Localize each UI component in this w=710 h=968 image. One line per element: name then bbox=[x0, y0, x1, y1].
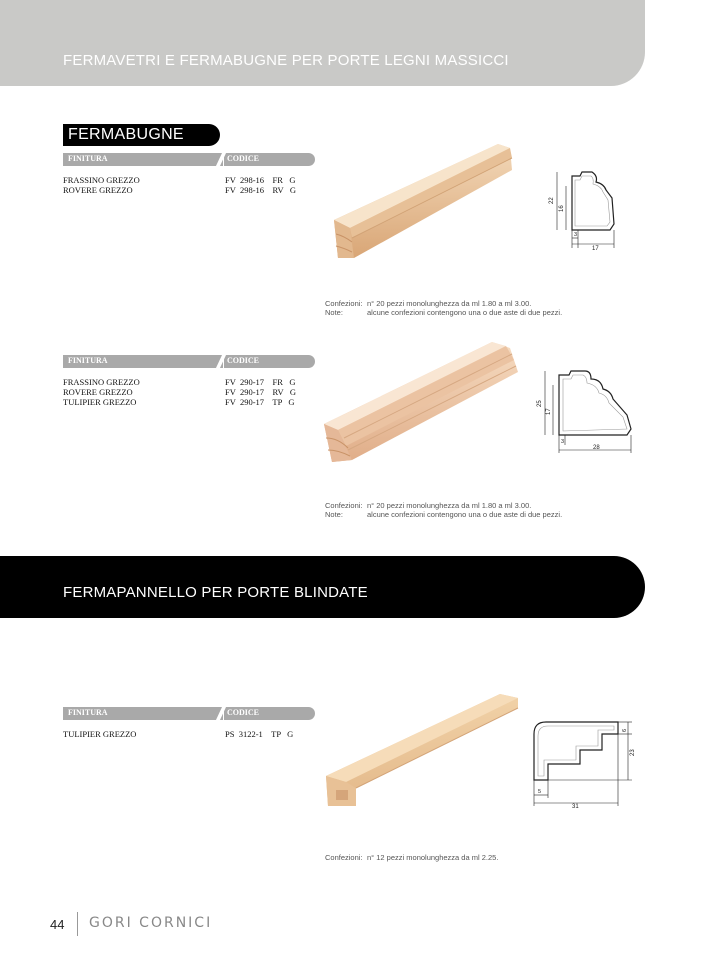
dim-inner: 17 bbox=[546, 408, 552, 415]
confezioni-note: Confezioni: n° 20 pezzi monolunghezza da ml 1.80 a ml 3.00. bbox=[325, 501, 532, 510]
column-header-bar bbox=[63, 153, 315, 166]
confezioni-note: Confezioni: n° 20 pezzi monolunghezza da ml 1.80 a ml 3.00. bbox=[325, 299, 532, 308]
section-title: FERMAPANNELLO PER PORTE BLINDATE bbox=[63, 584, 368, 601]
row-finitura: FRASSINO GREZZO bbox=[63, 377, 140, 387]
dim-lip: 3 bbox=[574, 232, 578, 238]
row-finitura: FRASSINO GREZZO bbox=[63, 175, 140, 185]
extra-note: Note: alcune confezioni contengono una o due aste di due pezzi. bbox=[325, 308, 563, 317]
dim-height: 23 bbox=[630, 749, 636, 756]
dim-height: 22 bbox=[549, 197, 555, 204]
row-codice: FV 290-17 TP G bbox=[225, 397, 295, 407]
dim-lip: 3 bbox=[561, 439, 565, 445]
section-tag-label: FERMABUGNE bbox=[68, 126, 184, 143]
dim-width: 28 bbox=[593, 445, 600, 451]
row-codice: FV 290-17 FR G bbox=[225, 377, 296, 387]
row-codice: FV 298-16 FR G bbox=[225, 175, 296, 185]
moulding-image-fv290 bbox=[322, 338, 522, 466]
column-header-bar bbox=[63, 707, 315, 720]
row-finitura: ROVERE GREZZO bbox=[63, 185, 133, 195]
column-finitura: FINITURA bbox=[68, 154, 108, 163]
dim-top: 6 bbox=[622, 728, 628, 732]
dim-width: 31 bbox=[572, 804, 579, 810]
section-banner-fermapannello bbox=[0, 556, 645, 618]
page-number: 44 bbox=[50, 917, 65, 932]
confezioni-note: Confezioni: n° 12 pezzi monolunghezza da ml 2.25. bbox=[325, 853, 499, 862]
row-finitura: TULIPIER GREZZO bbox=[63, 729, 137, 739]
section-tag-fermabugne bbox=[63, 124, 220, 146]
column-codice: CODICE bbox=[227, 154, 260, 163]
dim-height: 25 bbox=[537, 400, 543, 407]
extra-note: Note: alcune confezioni contengono una o due aste di due pezzi. bbox=[325, 510, 563, 519]
row-codice: PS 3122-1 TP G bbox=[225, 729, 294, 739]
footer-divider bbox=[77, 912, 78, 936]
moulding-image-fv298 bbox=[330, 138, 515, 263]
profile-drawing-fv290 bbox=[533, 365, 638, 455]
row-codice: FV 290-17 RV G bbox=[225, 387, 297, 397]
profile-drawing-ps3122 bbox=[524, 716, 639, 810]
row-codice: FV 298-16 RV G bbox=[225, 185, 297, 195]
column-finitura: FINITURA bbox=[68, 708, 108, 717]
brand-logo: GORI CORNICI bbox=[89, 915, 213, 931]
column-codice: CODICE bbox=[227, 708, 260, 717]
row-finitura: ROVERE GREZZO bbox=[63, 387, 133, 397]
moulding-image-ps3122 bbox=[322, 692, 522, 810]
dim-width: 17 bbox=[592, 246, 599, 252]
dim-inner: 16 bbox=[559, 205, 565, 212]
page-title: FERMAVETRI E FERMABUGNE PER PORTE LEGNI MASSICCI bbox=[63, 52, 509, 69]
column-header-bar bbox=[63, 355, 315, 368]
top-banner bbox=[0, 0, 645, 86]
column-codice: CODICE bbox=[227, 356, 260, 365]
row-finitura: TULIPIER GREZZO bbox=[63, 397, 137, 407]
column-finitura: FINITURA bbox=[68, 356, 108, 365]
profile-drawing-fv298 bbox=[548, 168, 623, 253]
dim-lip: 5 bbox=[538, 789, 542, 795]
